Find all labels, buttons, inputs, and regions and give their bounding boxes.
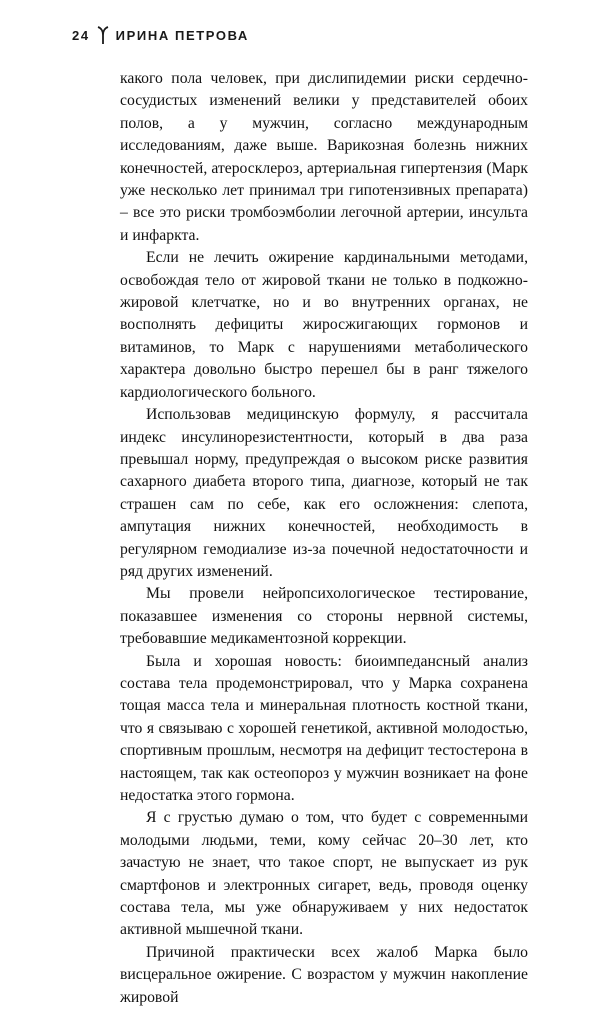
feather-ornament-icon	[96, 24, 110, 46]
body-text	[120, 68, 528, 1009]
paragraph: Причиной практически всех жалоб Марка было висцеральное ожирение. С возрастом у мужчин накопление жировой	[120, 943, 528, 1006]
author-name: ИРИНА ПЕТРОВА	[115, 27, 249, 43]
page-number: 24	[72, 27, 90, 43]
running-header	[72, 24, 249, 46]
paragraph: Была и хорошая новость: биоимпедансный анализ состава тела продемонстрировал, что у Марка сохранена тощая масса тела и минеральная плотность костной ткани, что я связываю с хорошей генетикой, активной молодостью, спортивным прошлым, несмотря на дефицит тестостерона в настоящем, так как остеопороз у мужчин возникает на фоне недостатка этого гормона.	[120, 652, 528, 804]
paragraph: Использовав медицинскую формулу, я рассчитала индекс инсулинорезистентности, который в два раза превышал норму, предупреждая о высоком риске развития сахарного диабета второго типа, диагнозе, который не так страшен сам по себе, как его осложнения: слепота, ампутация нижних конечностей, необходимость в регулярном гемодиализе из-за почечной недостаточности и ряд других изменений.	[120, 406, 528, 580]
paragraph: Если не лечить ожирение кардинальными методами, освобождая тело от жировой ткани не только в подкожно-жировой клетчатке, но и во внутренних органах, не восполнять дефициты жиросжигающих гормонов и витаминов, то Марк с нарушениями метаболического характера довольно быстро перешел бы в ранг тяжелого кардиологического больного.	[120, 249, 528, 401]
paragraph: Я с грустью думаю о том, что будет с современными молодыми людьми, теми, кому сейчас 20–30 лет, кто зачастую не знает, что такое спорт, не выпускает из рук смартфонов и электронных сигарет, ведь, проводя оценку состава тела, мы уже обнаруживаем у них недостаток активной мышечной ткани.	[120, 809, 528, 939]
paragraph: какого пола человек, при дислипидемии риски сердечно-сосудистых изменений велики у представителей обоих полов, а у мужчин, согласно международным исследованиям, даже выше. Варикозная болезнь нижних конечностей, атеросклероз, артериальная гипертензия (Марк уже несколько лет принимал три гипотензивных препарата) – все это риски тромбоэмболии легочной артерии, инсульта и инфаркта.	[120, 70, 528, 244]
paragraph: Мы провели нейропсихологическое тестирование, показавшее изменения со стороны нервной системы, требовавшие медикаментозной коррекции.	[120, 585, 528, 648]
